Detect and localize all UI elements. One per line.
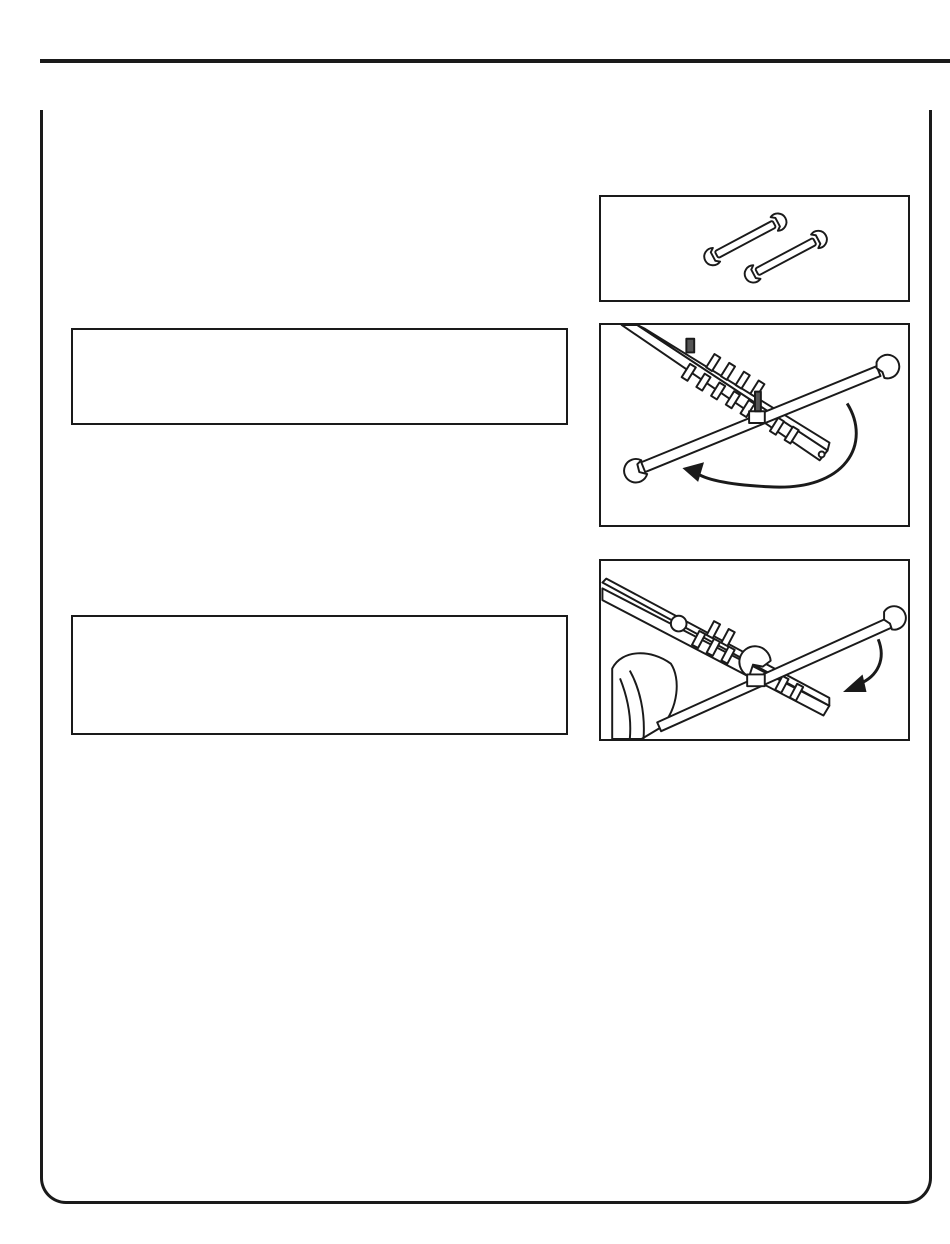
wrench-clockwise-icon xyxy=(601,561,908,739)
two-wrenches-icon xyxy=(601,197,908,300)
figure-wrenches xyxy=(599,195,910,302)
wrench-counterclockwise-icon xyxy=(601,325,908,525)
figure-loosen-nut xyxy=(599,323,910,527)
figure-tighten-nut xyxy=(599,559,910,741)
callout-box-1 xyxy=(71,328,568,425)
header-rule xyxy=(40,59,950,63)
callout-box-2 xyxy=(71,615,568,735)
